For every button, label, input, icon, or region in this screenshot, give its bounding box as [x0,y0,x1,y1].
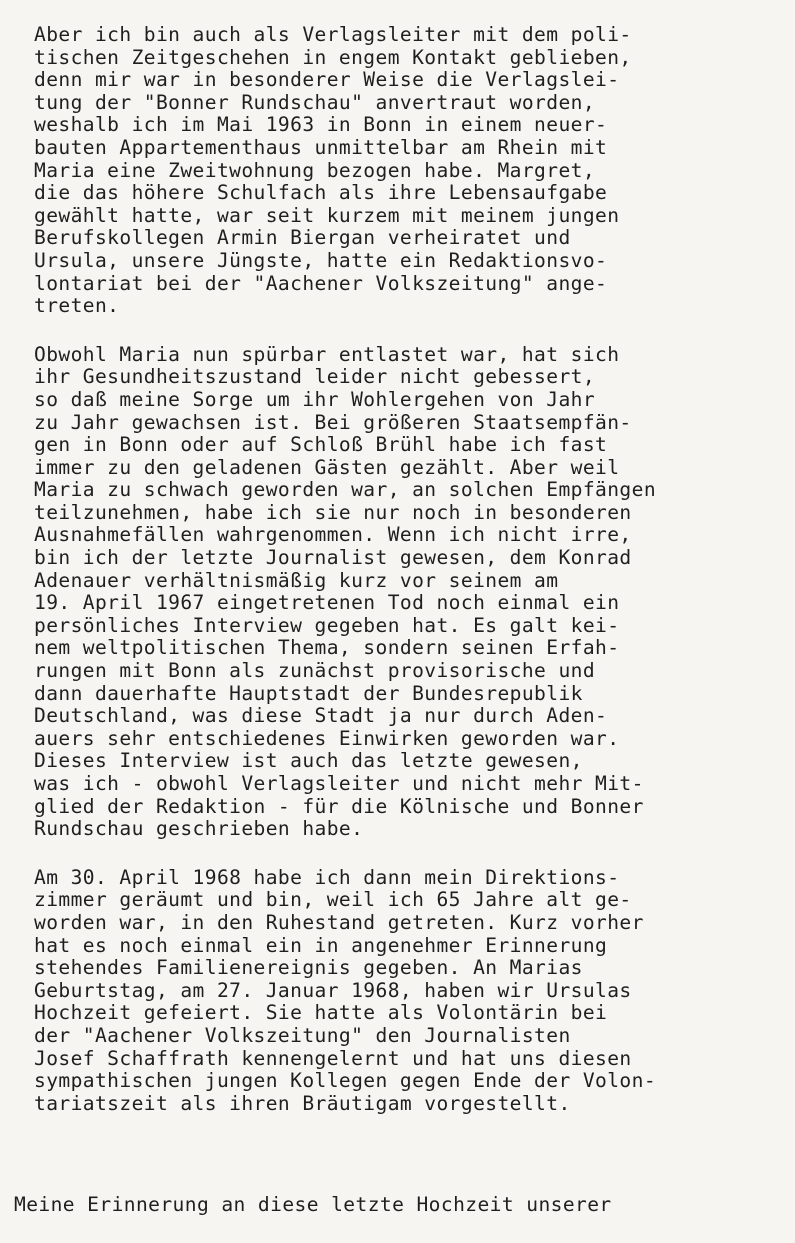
text-line: Aber ich bin auch als Verlagsleiter mit dem poli- [34,23,632,46]
text-line: Rundschau geschrieben habe. [34,817,364,841]
text-line: tischen Zeitgeschehen in engem Kontakt geblieben, [34,45,632,69]
text-line: Maria zu schwach geworden war, an solchen Empfängen [34,478,657,502]
text-line: Ursula, unsere Jüngste, hatte ein Redaktionsvo- [34,248,608,272]
text-line: gewählt hatte, war seit kurzem mit meinem jungen [34,203,620,227]
text-line: Obwohl Maria nun spürbar entlastet war, hat sich [34,342,620,366]
text-line: dann dauerhafte Hauptstadt der Bundesrepublik [34,681,583,705]
text-line: rungen mit Bonn als zunächst provisorische und [34,659,596,683]
text-line: auers sehr entschiedenes Einwirken geworden war. [34,726,620,750]
text-line: teilzunehmen, habe ich sie nur noch in besonderen [34,500,632,524]
paragraph-3 [34,867,795,1116]
text-line: weshalb ich im Mai 1963 in Bonn in einem neuer- [34,113,608,137]
paragraph-2 [34,344,795,841]
text-line: lontariat bei der "Aachener Volkszeitung" ange- [34,271,608,295]
text-line: zimmer geräumt und bin, weil ich 65 Jahre alt ge- [34,888,632,912]
text-line: tung der "Bonner Rundschau" anvertraut worden, [34,90,596,114]
last-text-line: Meine Erinnerung an diese letzte Hochzeit unserer [14,1193,612,1216]
text-line: immer zu den geladenen Gästen gezählt. Aber weil [34,455,620,479]
text-line: was ich - obwohl Verlagsleiter und nicht mehr Mit- [34,772,644,795]
paragraph-1 [34,24,795,318]
text-line: Geburtstag, am 27. Januar 1968, haben wir Ursulas [34,978,632,1002]
text-line: so daß meine Sorge um ihr Wohlergehen von Jahr [34,387,596,411]
text-line: Berufskollegen Armin Biergan verheiratet und [34,226,571,250]
text-line: 19. April 1967 eingetretenen Tod noch einmal ein [34,591,620,615]
text-line: stehendes Familienereignis gegeben. An Marias [34,956,583,980]
text-line: Hochzeit gefeiert. Sie hatte als Volontärin bei [34,1001,608,1025]
text-line: treten. [34,294,120,318]
text-line: zu Jahr gewachsen ist. Bei größeren Staatsempfän- [34,410,632,434]
text-line: hat es noch einmal ein in angenehmer Erinnerung [34,933,608,957]
text-line: gen in Bonn oder auf Schloß Brühl habe ich fast [34,433,608,457]
text-line: die das höhere Schulfach als ihre Lebensaufgabe [34,181,608,205]
text-line: Deutschland, was diese Stadt ja nur durch Aden- [34,704,608,728]
text-line: denn mir war in besonderer Weise die Verlagslei- [34,68,620,92]
text-line: tariatszeit als ihren Bräutigam vorgestellt. [34,1091,571,1115]
text-line: glied der Redaktion - für die Kölnische und Bonner [34,794,644,818]
text-line: bauten Appartementhaus unmittelbar am Rhein mit [34,135,608,159]
text-line: Adenauer verhältnismäßig kurz vor seinem am [34,568,559,592]
text-line: Am 30. April 1968 habe ich dann mein Direktions- [34,865,620,889]
text-line: sympathischen jungen Kollegen gegen Ende der Volon- [34,1069,657,1093]
text-line: ihr Gesundheitszustand leider nicht gebessert, [34,365,596,389]
text-line: nem weltpolitischen Thema, sondern seinen Erfah- [34,636,620,660]
text-line: persönliches Interview gegeben hat. Es galt kei- [34,613,620,637]
text-line: der "Aachener Volkszeitung" den Journalisten [34,1023,571,1047]
text-line: Josef Schaffrath kennengelernt und hat uns diesen [34,1046,632,1070]
text-line: Dieses Interview ist auch das letzte gewesen, [34,749,583,773]
text-line: Ausnahmefällen wahrgenommen. Wenn ich nicht irre, [34,523,632,547]
text-line: Maria eine Zweitwohnung bezogen habe. Margret, [34,158,596,182]
text-line: bin ich der letzte Journalist gewesen, dem Konrad [34,546,632,570]
text-line: worden war, in den Ruhestand getreten. Kurz vorher [34,910,644,934]
